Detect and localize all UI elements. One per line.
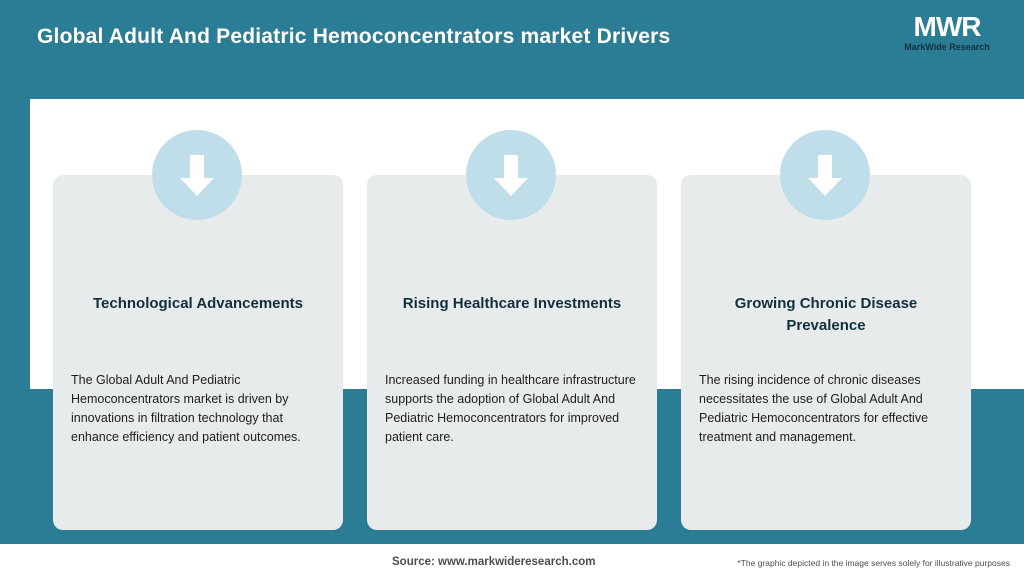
source-label: Source: www.markwideresearch.com: [392, 556, 596, 568]
down-arrow-icon: [800, 150, 850, 200]
driver-card: [367, 175, 657, 530]
driver-card-body: The Global Adult And Pediatric Hemoconcentrators market is driven by innovations in filtration technology that enhance efficiency and patient outcomes.: [71, 373, 301, 444]
driver-card-body: Increased funding in healthcare infrastructure supports the adoption of Global Adult And Pediatric Hemoconcentrators for improved patient care.: [385, 373, 636, 444]
driver-card-body: The rising incidence of chronic diseases necessitates the use of Global Adult And Pediatric Hemoconcentrators for effective treatment and management.: [699, 373, 929, 444]
driver-card-title: Growing Chronic Disease Prevalence: [734, 295, 918, 334]
driver-card: [681, 175, 971, 530]
logo: [892, 12, 1002, 70]
driver-cards: [0, 130, 1024, 540]
header-band: [0, 0, 1024, 99]
logo-mark: MWR: [913, 11, 981, 42]
driver-card-title: Technological Advancements: [92, 295, 304, 312]
down-arrow-icon: [172, 150, 222, 200]
down-arrow-icon: [486, 150, 536, 200]
logo-name: MarkWide Research: [904, 42, 990, 52]
driver-card: [53, 175, 343, 530]
disclaimer-text: *The graphic depicted in the image serves solely for illustrative purposes: [737, 558, 1010, 568]
page-title: Global Adult And Pediatric Hemoconcentrators market Drivers: [37, 25, 671, 48]
driver-card-title: Rising Healthcare Investments: [402, 295, 622, 312]
logo-tagline: Inspiring Growth: [921, 54, 973, 61]
